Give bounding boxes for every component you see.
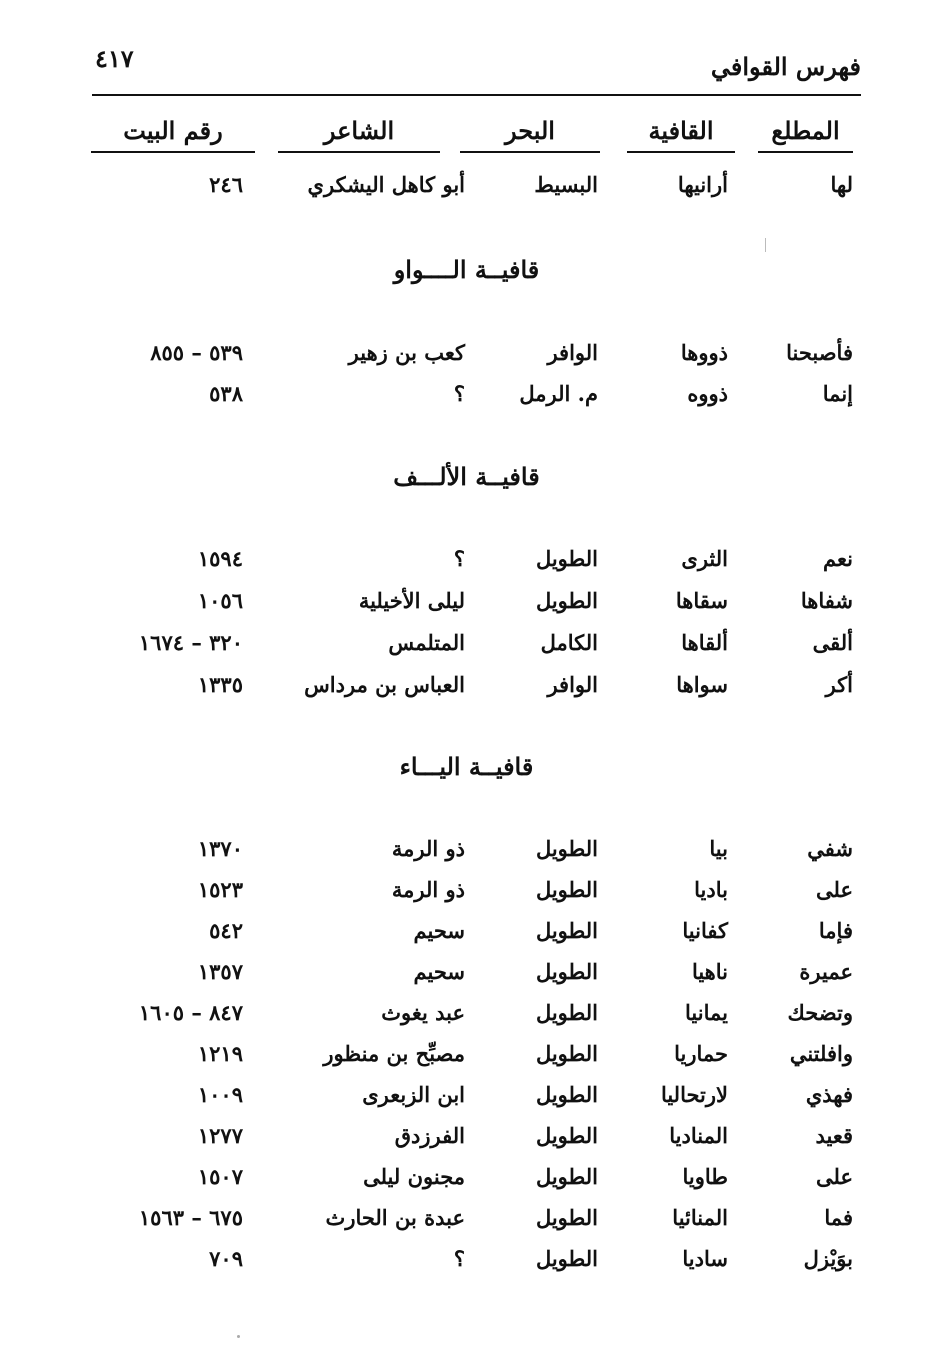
column-header-raqm: رقم البيت: [91, 116, 255, 153]
cell-qafiya: ألقاها: [681, 630, 728, 655]
cell-raqm: ٥٣٩ – ٨٥٥: [150, 340, 243, 365]
scan-dot: [237, 1335, 240, 1338]
cell-bahr: الطويل: [535, 1164, 598, 1189]
cell-raqm: ١٣٧٠: [197, 836, 243, 861]
cell-shaer: الفرزدق: [394, 1123, 465, 1148]
table-row: [0, 630, 933, 670]
cell-matla: إنما: [822, 381, 853, 406]
cell-shaer: ليلى الأخيلية: [358, 588, 465, 613]
cell-raqm: ٢٤٦: [209, 172, 243, 197]
table-row: [0, 546, 933, 586]
scan-mark: [765, 238, 766, 252]
cell-shaer: سحيم: [413, 959, 465, 984]
cell-raqm: ١٥٩٤: [197, 546, 243, 571]
cell-raqm: ٨٤٧ – ١٦٠٥: [138, 1000, 243, 1025]
cell-matla: فأصبحنا: [786, 340, 853, 365]
table-row: [0, 1205, 933, 1245]
cell-bahr: الطويل: [535, 1000, 598, 1025]
cell-qafiya: ذووه: [687, 381, 728, 406]
cell-bahr: الوافر: [547, 672, 598, 697]
cell-matla: شفي: [807, 836, 853, 861]
column-header-matla: المطلع: [758, 116, 853, 153]
table-row: [0, 1123, 933, 1163]
cell-shaer: ابن الزبعرى: [362, 1082, 465, 1107]
cell-raqm: ٣٢٠ – ١٦٧٤: [138, 630, 243, 655]
cell-matla: فإما: [818, 918, 853, 943]
cell-shaer: أبو كاهل اليشكري: [307, 172, 465, 197]
cell-matla: وتضحك: [787, 1000, 853, 1025]
cell-matla: على: [816, 1164, 853, 1189]
cell-matla: ألقى: [812, 630, 853, 655]
table-row: [0, 340, 933, 380]
cell-matla: لها: [830, 172, 853, 197]
cell-bahr: الطويل: [535, 1082, 598, 1107]
cell-qafiya: لارتحاليا: [660, 1082, 728, 1107]
cell-raqm: ١٠٥٦: [197, 588, 243, 613]
cell-shaer: مجنون ليلى: [363, 1164, 465, 1189]
cell-qafiya: بيا: [709, 836, 728, 861]
cell-raqm: ٥٣٨: [209, 381, 243, 406]
cell-matla: بوَيْزل: [803, 1246, 853, 1271]
cell-qafiya: باديا: [694, 877, 728, 902]
cell-qafiya: ذووها: [680, 340, 728, 365]
page-number: ٤١٧: [95, 44, 134, 73]
header-rule: [92, 94, 861, 96]
cell-bahr: م. الرمل: [519, 381, 598, 406]
cell-qafiya: المنائيا: [672, 1205, 728, 1230]
table-row: [0, 1082, 933, 1122]
cell-qafiya: ساديا: [682, 1246, 728, 1271]
table-row: [0, 1246, 933, 1286]
cell-qafiya: ناهيا: [691, 959, 728, 984]
section-title: قافيــة الــــواو: [393, 255, 540, 284]
cell-matla: على: [816, 877, 853, 902]
cell-raqm: ٦٧٥ – ١٥٦٣: [138, 1205, 243, 1230]
cell-bahr: الطويل: [535, 1205, 598, 1230]
cell-matla: فما: [824, 1205, 853, 1230]
table-row: [0, 172, 933, 212]
table-row: [0, 1000, 933, 1040]
cell-shaer: ذو الرمة: [391, 836, 465, 861]
cell-shaer: عبدة بن الحارث: [325, 1205, 465, 1230]
section-title: قافيــة الألـــف: [393, 462, 540, 491]
column-header-bahr: البحر: [460, 116, 600, 153]
cell-matla: قعيد: [815, 1123, 853, 1148]
cell-shaer: ؟: [453, 1246, 465, 1271]
cell-bahr: الطويل: [535, 1123, 598, 1148]
cell-raqm: ١٣٥٧: [197, 959, 243, 984]
cell-shaer: ذو الرمة: [391, 877, 465, 902]
cell-raqm: ١٥٠٧: [197, 1164, 243, 1189]
cell-qafiya: يمانيا: [685, 1000, 728, 1025]
cell-bahr: الطويل: [535, 959, 598, 984]
cell-bahr: الكامل: [540, 630, 598, 655]
table-row: [0, 918, 933, 958]
table-row: [0, 381, 933, 421]
cell-shaer: سحيم: [413, 918, 465, 943]
cell-bahr: الطويل: [535, 1246, 598, 1271]
cell-qafiya: المناديا: [669, 1123, 728, 1148]
table-row: [0, 588, 933, 628]
cell-shaer: مصبِّح بن منظور: [323, 1041, 465, 1066]
cell-raqm: ١٢١٩: [197, 1041, 243, 1066]
table-row: [0, 959, 933, 999]
cell-shaer: عبد يغوث: [381, 1000, 465, 1025]
cell-qafiya: طاويا: [682, 1164, 728, 1189]
cell-bahr: البسيط: [534, 172, 598, 197]
cell-shaer: كعب بن زهير: [348, 340, 465, 365]
cell-qafiya: كفانيا: [682, 918, 728, 943]
cell-shaer: ؟: [453, 546, 465, 571]
cell-matla: نعم: [823, 546, 853, 571]
running-head: فهرس القوافي: [710, 52, 861, 81]
cell-shaer: المتلمس: [388, 630, 465, 655]
cell-matla: أكر: [825, 672, 853, 697]
cell-shaer: العباس بن مرداس: [304, 672, 465, 697]
cell-bahr: الطويل: [535, 877, 598, 902]
cell-bahr: الطويل: [535, 918, 598, 943]
cell-bahr: الطويل: [535, 836, 598, 861]
cell-raqm: ١٠٠٩: [197, 1082, 243, 1107]
cell-qafiya: الثرى: [681, 546, 728, 571]
cell-qafiya: أرانيها: [677, 172, 728, 197]
cell-shaer: ؟: [453, 381, 465, 406]
table-row: [0, 877, 933, 917]
table-row: [0, 1164, 933, 1204]
table-row: [0, 836, 933, 876]
table-row: [0, 672, 933, 712]
table-row: [0, 1041, 933, 1081]
cell-bahr: الطويل: [535, 546, 598, 571]
cell-raqm: ١٥٢٣: [197, 877, 243, 902]
cell-bahr: الطويل: [535, 588, 598, 613]
cell-matla: وافلتني: [789, 1041, 853, 1066]
cell-raqm: ٧٠٩: [209, 1246, 243, 1271]
section-title: قافيــة اليـــاء: [399, 752, 534, 781]
cell-matla: شفاها: [800, 588, 853, 613]
column-header-shaer: الشاعر: [278, 116, 440, 153]
cell-raqm: ١٣٣٥: [197, 672, 243, 697]
cell-bahr: الوافر: [547, 340, 598, 365]
cell-bahr: الطويل: [535, 1041, 598, 1066]
cell-raqm: ٥٤٢: [209, 918, 243, 943]
cell-qafiya: حماريا: [674, 1041, 728, 1066]
column-header-qafiya: القافية: [627, 116, 735, 153]
cell-qafiya: سواها: [676, 672, 728, 697]
cell-qafiya: سقاها: [675, 588, 728, 613]
cell-raqm: ١٢٧٧: [197, 1123, 243, 1148]
cell-matla: فهذي: [805, 1082, 853, 1107]
cell-matla: عميرة: [799, 959, 853, 984]
